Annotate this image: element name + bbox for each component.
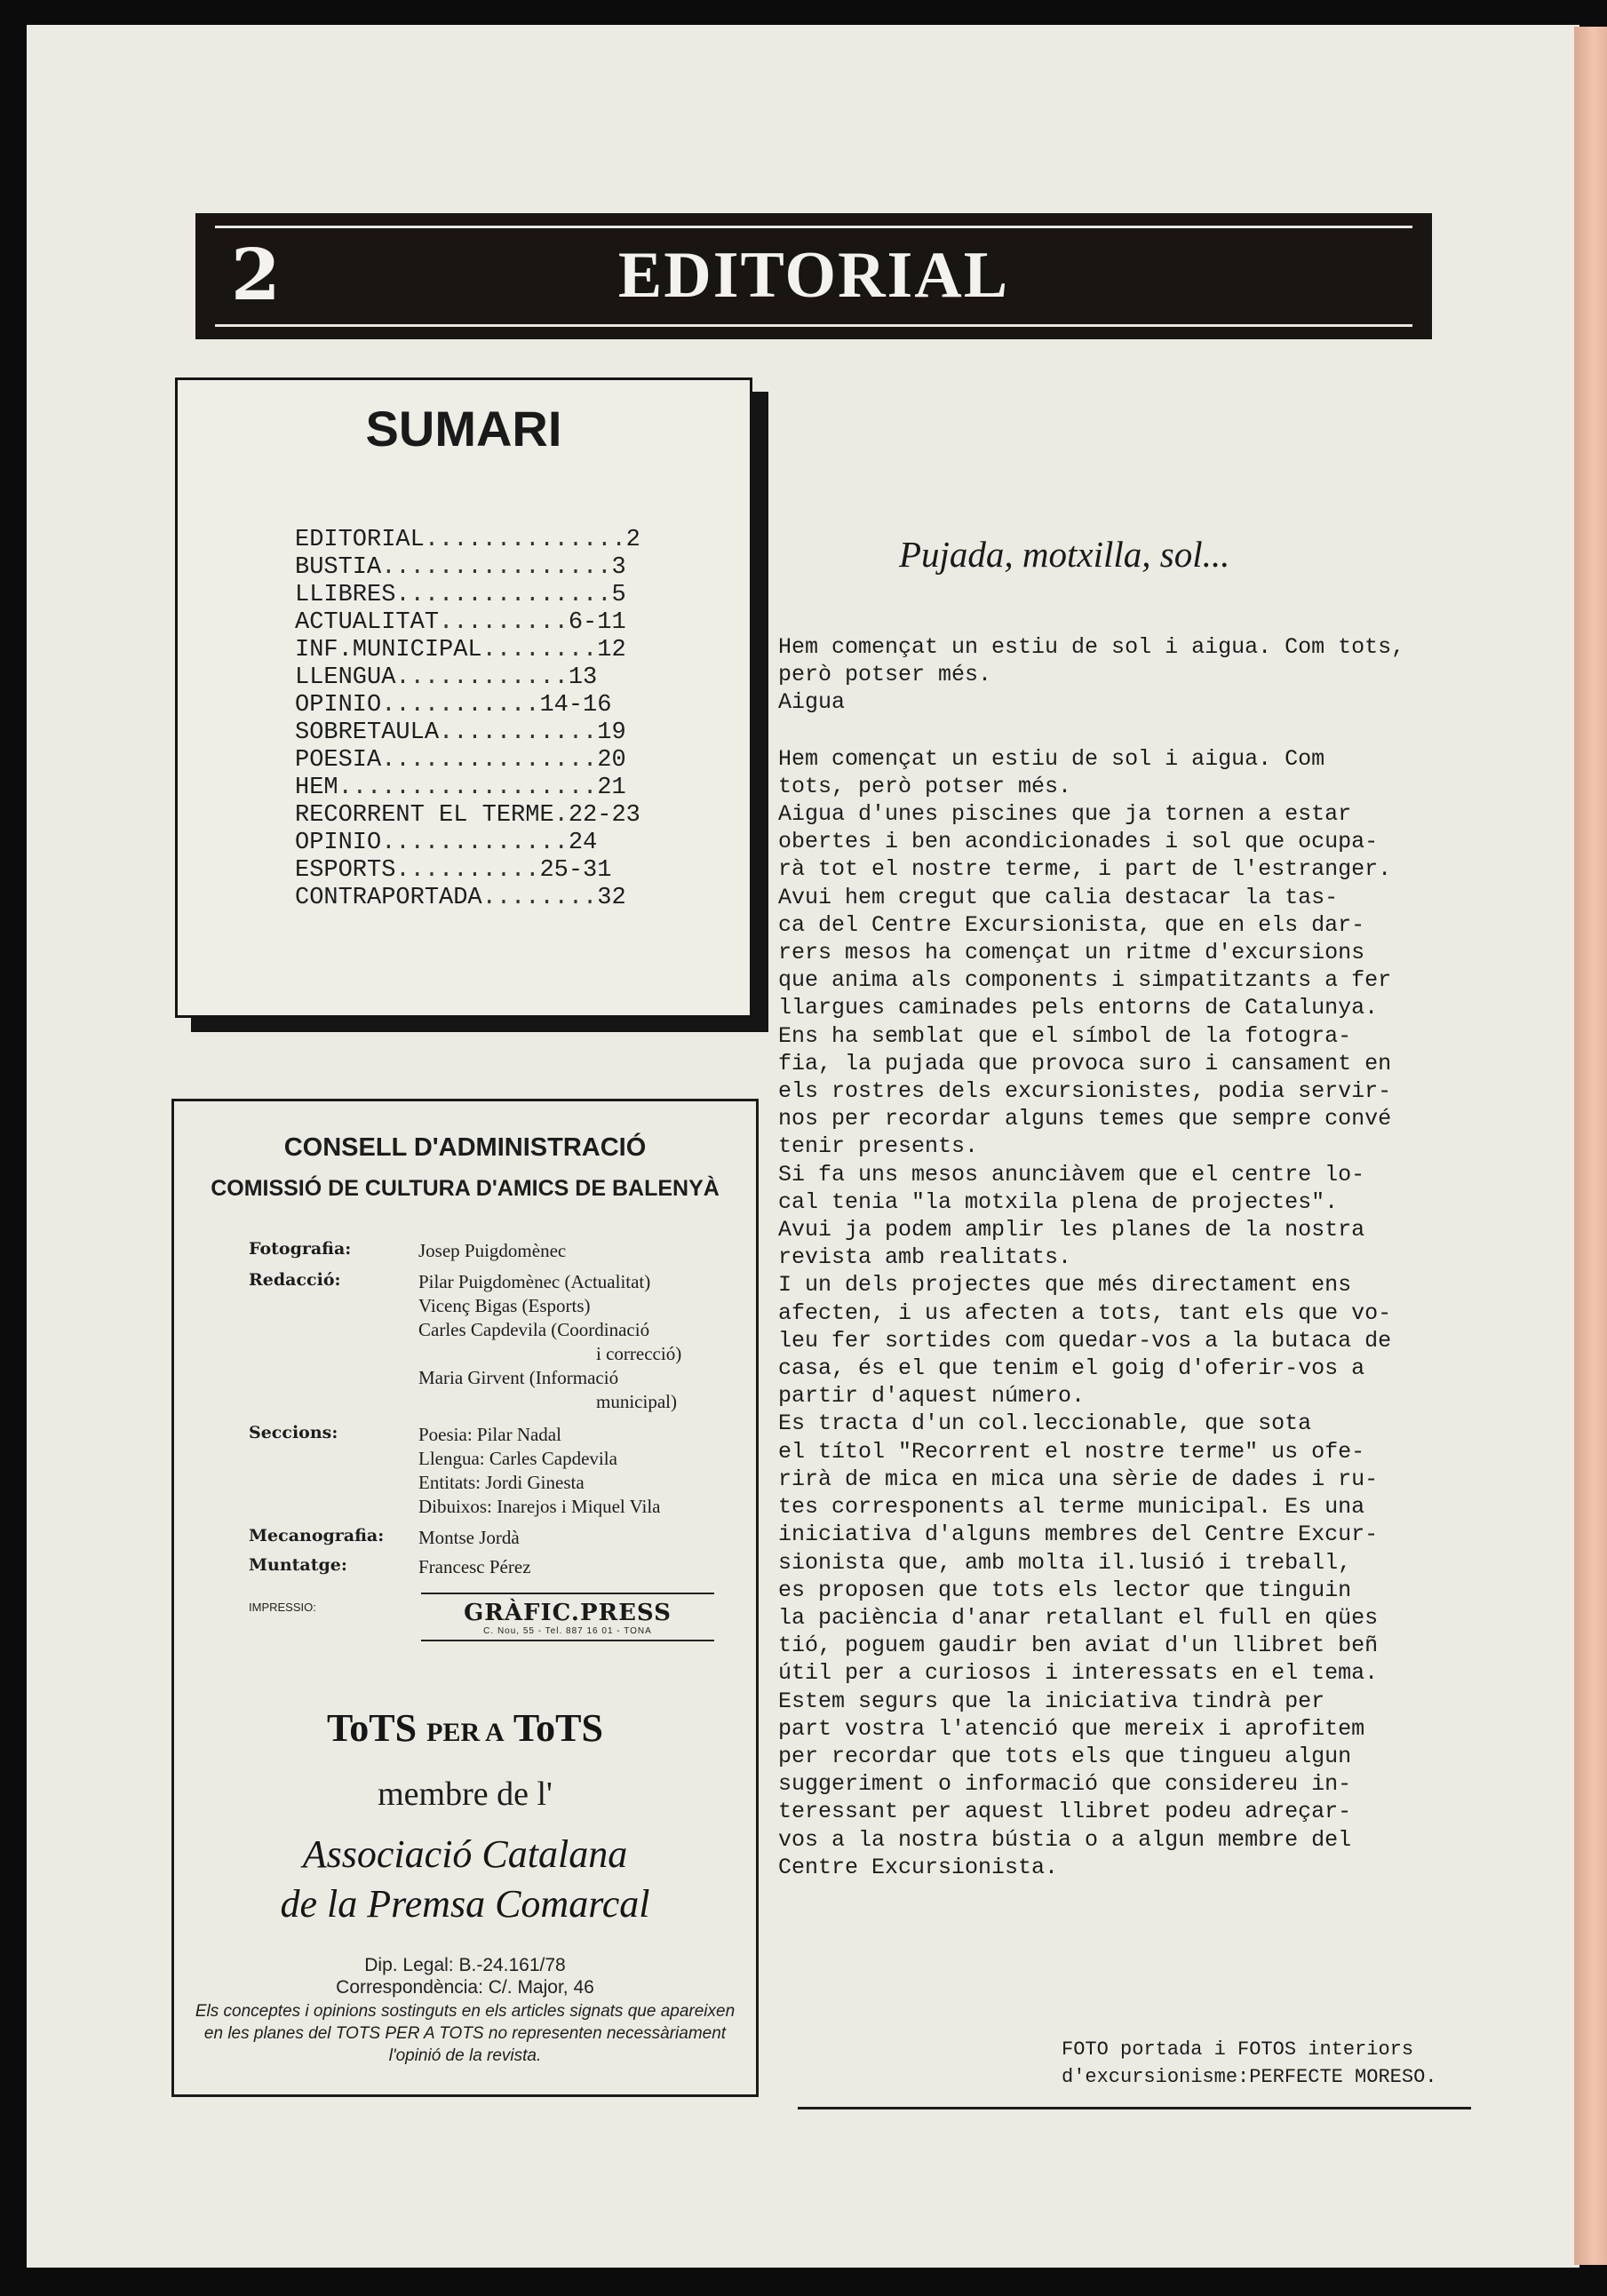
article-line: útil per a curiosos i interessats en el tema. bbox=[778, 1660, 1379, 1687]
toc-row[interactable] bbox=[295, 857, 810, 885]
article-line: leu fer sortides com quedar-vos a la butaca de bbox=[778, 1327, 1392, 1354]
credit-name: Dibuixos: Inarejos i Miquel Vila bbox=[418, 1496, 661, 1517]
toc-page: 25-31 bbox=[539, 857, 612, 884]
credit-name: Poesia: Pilar Nadal bbox=[418, 1424, 561, 1445]
article-line: obertes i ben acondicionades i sol que ocupa- bbox=[778, 829, 1379, 855]
credit-name: Entitats: Jordi Ginesta bbox=[418, 1472, 585, 1493]
toc-leader: ............ bbox=[395, 664, 569, 691]
toc-page: 24 bbox=[568, 830, 598, 856]
credit-name: Montse Jordà bbox=[418, 1527, 520, 1548]
article-line: Ens ha semblat que el símbol de la fotogra- bbox=[778, 1022, 1352, 1049]
toc-page: 14-16 bbox=[539, 692, 612, 719]
article-line: iniciativa d'alguns membres del Centre Excur- bbox=[778, 1521, 1379, 1548]
toc-page: 32 bbox=[597, 885, 626, 911]
article-line: Estem segurs que la iniciativa tindrà per bbox=[778, 1688, 1325, 1714]
article-intro bbox=[778, 633, 1498, 717]
article-line: Centre Excursionista. bbox=[778, 1854, 1059, 1880]
toc-label: RECORRENT EL TERME bbox=[295, 802, 554, 829]
toc-leader: ................ bbox=[381, 554, 612, 581]
photo-credit-line: d'excursionisme:PERFECTE MORESO. bbox=[1062, 2066, 1437, 2088]
credit-name: Pilar Puigdomènec (Actualitat) bbox=[418, 1271, 651, 1292]
toc-leader: . bbox=[553, 802, 569, 829]
membre-text: membre de l' bbox=[378, 1776, 553, 1813]
page-number: 2 bbox=[231, 233, 281, 316]
article-line: vos a la nostra bústia o a algun membre del bbox=[778, 1826, 1352, 1853]
credit-seccions bbox=[249, 1423, 737, 1519]
association-line: de la Premsa Comarcal bbox=[280, 1882, 650, 1926]
section-banner bbox=[195, 213, 1432, 339]
article-text bbox=[778, 745, 1498, 1881]
toc-label: HEM bbox=[295, 775, 338, 801]
toc-row[interactable] bbox=[295, 775, 810, 802]
disclaimer: Els conceptes i opinions sostinguts en els articles signats que apareixen en les planes del TOTS PER A TOTS no representen necessàriament l'opinió de la revista. bbox=[195, 2002, 736, 2065]
article-line: suggeriment o informació que considereu in- bbox=[778, 1771, 1352, 1798]
sumari-title: SUMARI bbox=[365, 401, 562, 457]
tots-per-a-tots-logo bbox=[174, 1705, 756, 1751]
credit-name: Francesc Pérez bbox=[418, 1556, 531, 1577]
toc-label: LLENGUA bbox=[295, 664, 396, 691]
credit-names bbox=[418, 1423, 737, 1519]
association-logo bbox=[174, 1830, 756, 1929]
article-line: teressant per aquest llibret podeu adreçar- bbox=[778, 1799, 1352, 1825]
impressio-label: IMPRESSIO: bbox=[249, 1601, 316, 1614]
toc-leader: .............. bbox=[424, 527, 626, 553]
toc-row[interactable] bbox=[295, 692, 810, 719]
toc-label: OPINIO bbox=[295, 830, 382, 856]
article-line: els rostres dels excursionistes, podia servir- bbox=[778, 1078, 1392, 1105]
article-line: part vostra l'atenció que mereix i aprofitem bbox=[778, 1715, 1365, 1742]
credits-list bbox=[249, 1239, 737, 1579]
article-line: Aigua bbox=[778, 689, 846, 716]
article-line: fia, la pujada que provoca suro i cansament en bbox=[778, 1050, 1392, 1076]
toc-page: 5 bbox=[611, 582, 626, 608]
toc-label: OPINIO bbox=[295, 692, 382, 719]
toc-leader: ........ bbox=[481, 885, 598, 911]
toc-page: 2 bbox=[625, 527, 640, 553]
article-line: Hem començat un estiu de sol i aigua. Com tots, bbox=[778, 634, 1405, 660]
toc-page: 3 bbox=[611, 554, 626, 581]
article-line: casa, és el que tenim el goig d'oferir-vos a bbox=[778, 1355, 1365, 1382]
masthead-title: CONSELL D'ADMINISTRACIÓ bbox=[283, 1133, 647, 1162]
table-of-contents bbox=[295, 527, 810, 912]
logo-word: ToTS bbox=[513, 1706, 603, 1750]
toc-page: 22-23 bbox=[568, 802, 640, 829]
masthead-box bbox=[171, 1099, 759, 2097]
section-title: EDITORIAL bbox=[617, 239, 1010, 312]
toc-label: ACTUALITAT bbox=[295, 609, 440, 636]
article-line: Avui hem cregut que calia destacar la tas- bbox=[778, 884, 1339, 910]
banner-rule-bottom bbox=[215, 324, 1412, 327]
dip-legal: Dip. Legal: B.-24.161/78 bbox=[364, 1955, 566, 1975]
article-line: llargues caminades pels entorns de Catalunya. bbox=[778, 995, 1379, 1021]
toc-label: EDITORIAL bbox=[295, 527, 425, 553]
toc-leader: .......... bbox=[395, 857, 540, 884]
logo-word: ToTS bbox=[326, 1706, 418, 1750]
article-line: tió, poguem gaudir ben aviat d'un llibret beñ bbox=[778, 1633, 1379, 1659]
toc-leader: ............. bbox=[381, 830, 569, 856]
paragraph-gap bbox=[778, 717, 1498, 745]
correspondencia: Correspondència: C/. Major, 46 bbox=[336, 1977, 594, 1998]
article-line: rirà de mica en mica una sèrie de dades i ru- bbox=[778, 1466, 1379, 1492]
next-page-edge bbox=[1574, 27, 1607, 2265]
toc-leader: ......... bbox=[439, 609, 569, 636]
toc-label: LLIBRES bbox=[295, 582, 396, 608]
article-line: revista amb realitats. bbox=[778, 1244, 1072, 1271]
credit-role: Seccions: bbox=[249, 1423, 338, 1442]
scan-border-bottom bbox=[0, 2268, 1607, 2296]
toc-leader: ............... bbox=[381, 747, 598, 774]
article-line: I un dels projectes que més directament ens bbox=[778, 1272, 1352, 1299]
toc-label: BUSTIA bbox=[295, 554, 382, 581]
article-line: tes corresponents al terme municipal. Es una bbox=[778, 1494, 1365, 1521]
toc-row[interactable] bbox=[295, 582, 810, 609]
toc-row[interactable] bbox=[295, 802, 810, 830]
article-line: ca del Centre Excursionista, que en els dar- bbox=[778, 911, 1365, 938]
credit-mecanografia bbox=[249, 1526, 737, 1550]
toc-row[interactable] bbox=[295, 554, 810, 582]
article-line: per recordar que tots els que tingueu algun bbox=[778, 1743, 1352, 1769]
credit-name: Llengua: Carles Capdevila bbox=[418, 1448, 617, 1469]
toc-label: POESIA bbox=[295, 747, 382, 774]
toc-leader: ........ bbox=[481, 637, 598, 663]
credit-name: Josep Puigdomènec bbox=[418, 1240, 567, 1261]
credit-names bbox=[418, 1239, 737, 1263]
toc-row[interactable] bbox=[295, 527, 810, 554]
credit-name: Vicenç Bigas (Esports) bbox=[418, 1295, 591, 1316]
article-line: sionista que, amb molta il.lusió i treball, bbox=[778, 1549, 1352, 1576]
toc-row[interactable] bbox=[295, 719, 810, 747]
credit-names bbox=[418, 1270, 737, 1414]
article-line: rà tot el nostre terme, i part de l'estranger. bbox=[778, 856, 1392, 883]
article-title: Pujada, motxilla, sol... bbox=[899, 534, 1230, 575]
credit-names bbox=[418, 1526, 737, 1550]
credit-role: Fotografia: bbox=[249, 1239, 352, 1259]
toc-page: 13 bbox=[568, 664, 598, 691]
toc-page: 20 bbox=[597, 747, 626, 774]
credit-name: municipal) bbox=[596, 1391, 677, 1412]
article-line: Aigua d'unes piscines que ja tornen a estar bbox=[778, 801, 1352, 828]
toc-label: SOBRETAULA bbox=[295, 719, 440, 746]
toc-page: 19 bbox=[597, 719, 626, 746]
masthead-subtitle: COMISSIÓ DE CULTURA D'AMICS DE BALENYÀ bbox=[211, 1176, 720, 1201]
article-line: tenir presents. bbox=[778, 1133, 979, 1160]
article-line: però potser més. bbox=[778, 662, 992, 688]
credit-role: Muntatge: bbox=[249, 1555, 347, 1575]
credit-name: Carles Capdevila (Coordinació bbox=[418, 1319, 650, 1340]
toc-row[interactable] bbox=[295, 747, 810, 775]
printer-address: C. Nou, 55 - Tel. 887 16 01 - TONA bbox=[483, 1626, 652, 1636]
article-line: rers mesos ha començat un ritme d'excursions bbox=[778, 940, 1365, 966]
photo-credit bbox=[1062, 2036, 1436, 2091]
article-body bbox=[778, 633, 1498, 1881]
toc-leader: ........... bbox=[381, 692, 540, 719]
toc-page: 6-11 bbox=[568, 609, 626, 636]
article-line: Si fa uns mesos anunciàvem que el centre lo- bbox=[778, 1161, 1365, 1188]
toc-row[interactable] bbox=[295, 664, 810, 692]
banner-rule-top bbox=[215, 226, 1412, 228]
photo-credit-line: FOTO portada i FOTOS interiors bbox=[1062, 2038, 1414, 2061]
credit-name: i correcció) bbox=[596, 1343, 682, 1364]
sumari-box bbox=[175, 377, 752, 1018]
toc-leader: ............... bbox=[395, 582, 612, 608]
article-line: el títol "Recorrent el nostre terme" us ofe- bbox=[778, 1438, 1365, 1465]
association-line: Associació Catalana bbox=[302, 1832, 628, 1876]
toc-row[interactable] bbox=[295, 885, 810, 912]
article-line: Avui ja podem amplir les planes de la nostra bbox=[778, 1217, 1365, 1243]
logo-word: PER A bbox=[426, 1718, 505, 1747]
article-line: nos per recordar alguns temes que sempre convé bbox=[778, 1106, 1392, 1132]
toc-row[interactable] bbox=[295, 609, 810, 637]
toc-label: ESPORTS bbox=[295, 857, 396, 884]
toc-page: 12 bbox=[597, 637, 626, 663]
article-line: es proposen que tots els lector que tinguin bbox=[778, 1577, 1352, 1603]
credit-name: Maria Girvent (Informació bbox=[418, 1367, 619, 1388]
article-line: que anima als components i simpatitzants a fer bbox=[778, 967, 1392, 994]
article-line: Es tracta d'un col.leccionable, que sota bbox=[778, 1410, 1312, 1437]
printer-logo bbox=[421, 1593, 714, 1641]
article-line: tots, però potser més. bbox=[778, 773, 1072, 799]
article-line: afecten, i us afecten a tots, tant els que vo- bbox=[778, 1299, 1392, 1326]
credit-fotografia bbox=[249, 1239, 737, 1263]
printer-name: GRÀFIC.PRESS bbox=[464, 1600, 672, 1626]
credit-role: Mecanografia: bbox=[249, 1526, 385, 1545]
toc-row[interactable] bbox=[295, 637, 810, 664]
legal-info bbox=[174, 1954, 756, 1998]
credit-role: Redacció: bbox=[249, 1270, 341, 1290]
credit-redaccio bbox=[249, 1270, 737, 1414]
toc-row[interactable] bbox=[295, 830, 810, 857]
credit-muntatge bbox=[249, 1555, 737, 1579]
toc-page: 21 bbox=[597, 775, 626, 801]
toc-leader: .................. bbox=[338, 775, 598, 801]
toc-leader: ........... bbox=[439, 719, 598, 746]
article-line: partir d'aquest número. bbox=[778, 1383, 1086, 1410]
article-line: cal tenia "la motxila plena de projectes". bbox=[778, 1188, 1339, 1215]
article-line: la paciència d'anar retallant el full en qües bbox=[778, 1604, 1379, 1631]
credit-names bbox=[418, 1555, 737, 1579]
article-line: Hem començat un estiu de sol i aigua. Com bbox=[778, 745, 1325, 772]
footer-rule bbox=[798, 2107, 1471, 2109]
toc-label: INF.MUNICIPAL bbox=[295, 637, 482, 663]
toc-label: CONTRAPORTADA bbox=[295, 885, 482, 911]
